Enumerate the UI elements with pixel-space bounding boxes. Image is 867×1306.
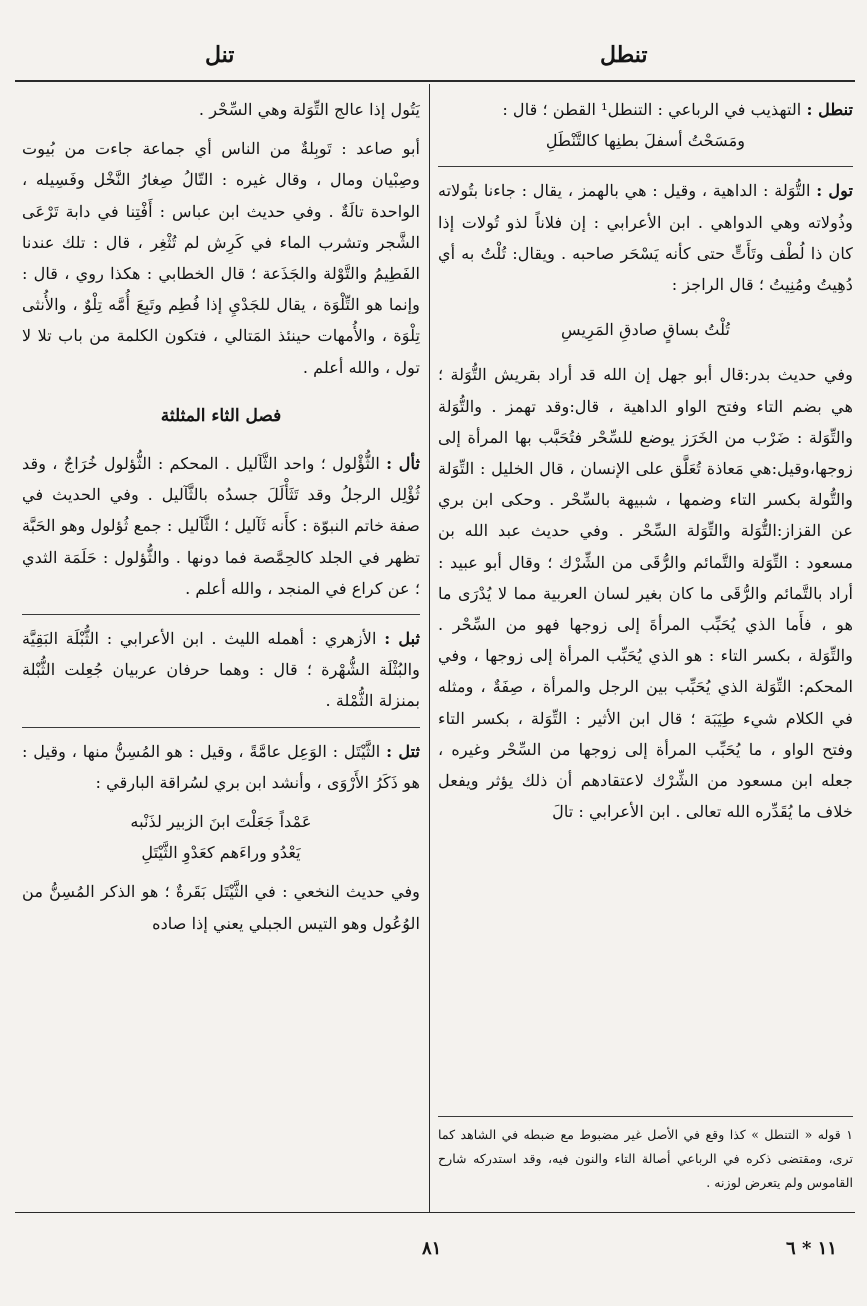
running-head-right: تنطل — [600, 42, 648, 68]
entry-head-thabal: ثبل : — [384, 629, 421, 649]
entry-tawl-cont-line: يَتُول إذا عالج التِّوَلة وهي السِّحْر . — [198, 100, 420, 119]
entry-thabal — [22, 623, 420, 717]
entry-text-thaal: الثُّؤْلول ؛ واحد الثَّآليل . المحكم : الثُّؤلول خُرَاجٌ ، وقد ثُؤْلِل الرجلُ وقد تَثَأْلَلَ جسدُه بالثَّآليل . وفي الحديث في صفة خاتم النبوّة : كأَنه ثَآليل ؛ الثَّآليل : جمع ثُؤلول وهو الحَبَّة تظهر في الجلد كالحِمَّصة فما دونها . والثُّؤلول : حَلَمَة الثدي ؛ عن كراع في المنجد ، والله أعلم . — [22, 454, 420, 598]
entry-tawl-continued: وفي حديث بدر:قال أبو جهل إن الله قد أراد بقريش التُّوَلة ؛ هي بضم التاء وفتح الواو الداهية ، قال:وقد تهمز . والتُّوَلة والتِّوَلة : ضَرْب من الخَرَز يوضع للسِّحْر فتُحَبَّب بها المرأة إلى زوجها،وقيل:هي مَعاذة تُعَلَّق على الإنسان ، قال الخليل : التِّوَلة والتُّولة بكسر التاء وضمها ، شبيهة بالسِّحْر . وحكى ابن بري عن القزاز:التُّوَلة والتِّوَلة السِّحْر . وفي حديث عبد الله بن مسعود : التِّوَلة والتَّمائم والرُّقَى من الشِّرْك ؛ وقال أبو عبيد : أراد بالتَّمائم والرُّقَى ما كان بغير لسان العربية مما لا يُدْرَى ما هو ، فأَما الذي يُحَبِّب المرأةَ إلى زوجها فهو من السِّحْر . والتِّوَلة ، بكسر التاء : هو الذي يُحَبِّب المرأة إلى زوجها ، وفي المحكم: التِّوَلة الذي يُحَبِّب بين الرجل والمرأة ، صِفَةٌ ، ومثله في الكلام شيء طِيَبَة ؛ قال ابن الأثير : التِّوَلة ، بكسر التاء وفتح الواو ، ما يُحَبِّب المرأة إلى زوجها من السِّحْر وغيره ، جعله ابن مسعود من الشِّرْك لاعتقادهم أن ذلك يؤثر ويفعل خلاف ما يُقَدِّره الله تعالى . ابن الأعرابي : تالَ — [438, 365, 853, 822]
entry-text-tantal: التهذيب في الرباعي : التنطل¹ القطن ؛ قال : — [502, 100, 807, 119]
entry-text-thabal: الأزهري : أهمله الليث . ابن الأعرابي : الثُّبْلَة البَقِيَّة والبُثْلَة الشُّهْرة ؛ قال : وهما حرفان عربيان جُعِلت الثُّبْلة بمنزلة الثُّمْلة . — [22, 629, 420, 711]
right-column — [438, 94, 853, 827]
entry-tantal — [438, 94, 853, 125]
entry-head-thaytal: ثتل : — [386, 741, 420, 761]
entry-separator — [22, 727, 420, 728]
entry-head-tantal: تنطل : — [806, 100, 853, 119]
entry-tawl — [438, 175, 853, 300]
footnote-rule — [438, 1116, 853, 1117]
entry-separator — [438, 166, 853, 167]
footer-rule — [15, 1212, 855, 1213]
section-title: فصل الثاء المثلثة — [160, 405, 282, 426]
running-head-left: تنل — [205, 42, 235, 68]
verse-thaytal-2: يَعْدُو وراءَهم كعَدْوِ الثَّيْتَلِ — [141, 843, 301, 863]
verse-tawl: تُلْتُ بساقٍ صادقِ المَرِيسِ — [561, 320, 730, 340]
sheet-mark: ١١ * ٦ — [786, 1238, 837, 1259]
left-column — [22, 94, 420, 939]
entry-text-thaytal: الثَّيْتَل : الوَعِل عامَّةً ، وقيل : هو المُسِنُّ منها ، وقيل : هو ذَكَرُ الأَرْوَى ، وأنشد ابن بري لسُراقة البارقي : — [22, 741, 420, 792]
verse-tantal: ومَسَحْتُ أسفلَ بطنِها كالتَّنْطَلِ — [545, 131, 746, 151]
footnote: ١ قوله « التنطل » كذا وقع في الأصل غير مضبوط مع ضبطه في الشاهد كما ترى، ومقتضى ذكره في الرباعي أصالة التاء والنون فيه، وقد استدركه شارح القاموس ولم يتعرض لوزنه . — [438, 1127, 853, 1190]
entry-text-tawl: التُّوَلة : الداهية ، وقيل : هي بالهمز ، يقال : جاءنا بتُولاته وذُولاته وهي الدواهي . ابن الأعرابي : إن فلاناً لذو تُولات إذا كان ذا لُطْف وتَأَتٍّ حتى كأنه يَسْحَر صاحبه . ويقال: تُلْتُ به أي دُهِيتُ ومُنِيتُ ؛ قال الراجز : — [438, 181, 853, 295]
page-number: ٨١ — [422, 1238, 442, 1259]
entry-head-thaal: ثأل : — [386, 454, 420, 474]
entry-separator — [22, 614, 420, 615]
entry-thaal — [22, 448, 420, 604]
entry-head-tawl: تول : — [816, 181, 854, 201]
entry-thaytal — [22, 736, 420, 798]
header-rule — [15, 80, 855, 82]
entry-thaytal-para: وفي حديث النخعي : في الثَّيْتَل بَقَرةٌ ؛ هو الذكر المُسِنُّ من الوُعُول وهو التيس الجبلي يعني إذا صاده — [22, 882, 420, 933]
column-divider — [429, 84, 430, 1212]
entry-tawl-cont-para: أبو صاعد : تَوبِلةٌ من الناس أي جماعة جاءت من بُيوت وصِبْيان ومال ، وقال غيره : التّالُ صِغارُ النَّخْل وفَسِيله ، الواحدة تالَةٌ . وفي حديث ابن عباس : أَفْتِنا في دابة تَرْعَى الشَّجر وتشرب الماء في كَرِش لم تُثْغِر ، قال : تلك عندنا الفَطِيمُ والتَّوْلة والجَذَعة ؛ قال الخطابي : هكذا روي ، قال : وإنما هو التِّلْوَة ، يقال للجَدْيِ إذا فُطِم وتَبِعَ أُمَّه تِلْوٌ ، والأُنثى تِلْوَة ، والأُمهات حينئذ المَتالي ، فتكون الكلمة من باب تلا لا تول ، والله أعلم . — [22, 139, 420, 377]
verse-thaytal-1: عَمْداً جَعَلْتَ ابنَ الزبير لذَنْبه — [130, 812, 312, 832]
